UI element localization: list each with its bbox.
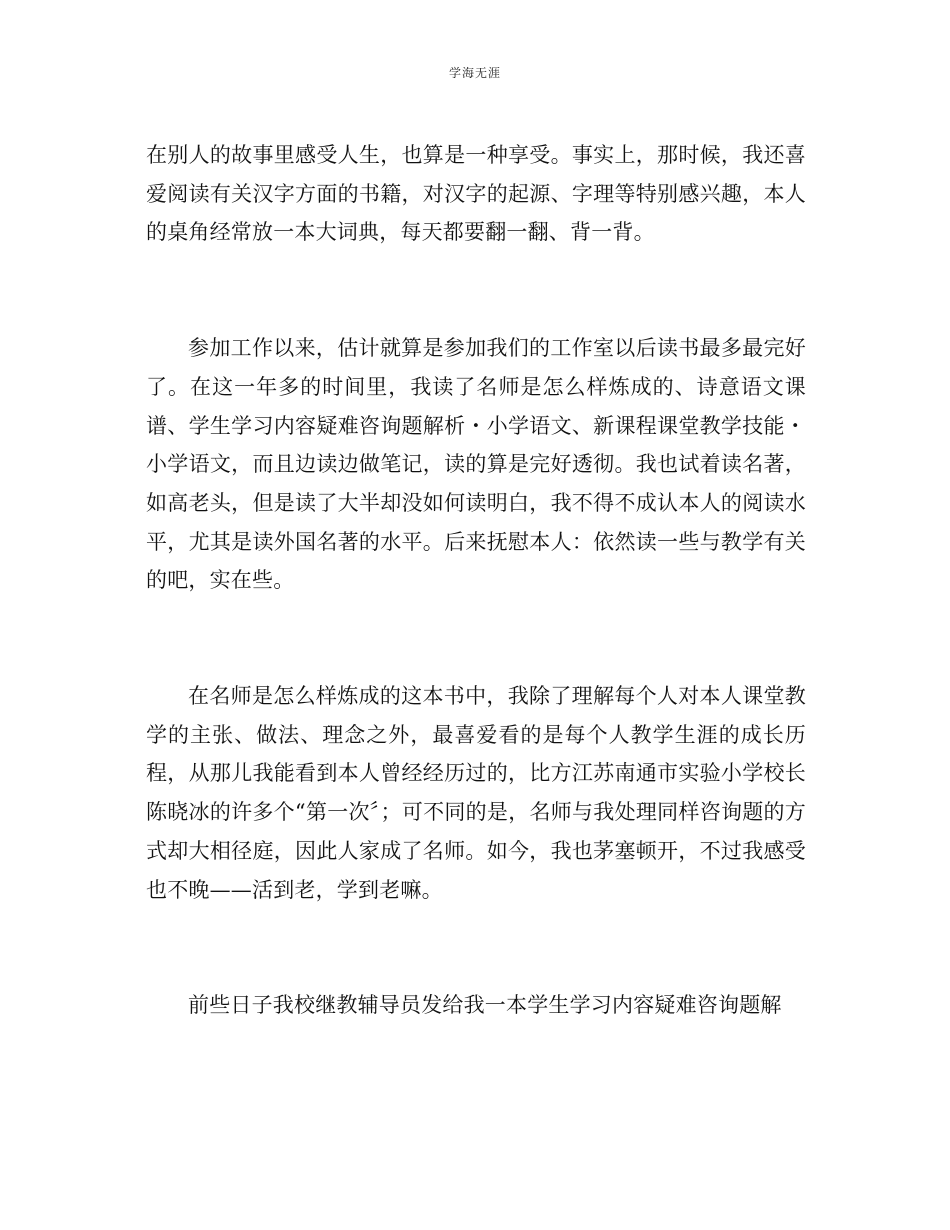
paragraph-gap (146, 909, 806, 986)
paragraph-recent-days: 前些日子我校继教辅导员发给我一本学生学习内容疑难咨询题解 (188, 993, 782, 1018)
paragraph-continuation: 在别人的故事里感受人生，也算是一种享受。事实上，那时候，我还喜爱阅读有关汉字方面的书籍，对汉字的起源、字理等特别感兴趣，本人的桌角经常放一本大词典，每天都要翻一翻、背一背。 (146, 143, 806, 245)
paragraph-famous-teachers-book: 在名师是怎么样炼成的这本书中，我除了理解每个人对本人课堂教学的主张、做法、理念之外，最喜爱看的是每个人教学生涯的成长历程，从那儿我能看到本人曾经经历过的，比方江苏南通市实验小学校长陈晓冰的许多个“第一次〞；可不同的是，名师与我处理同样咨询题的方式却大相径庭，因此人家成了名师。如今，我也茅塞顿开，不过我感受也不晚——活到老，学到老嘛。 (146, 684, 806, 902)
paragraph-reading-after-work: 参加工作以来，估计就算是参加我们的工作室以后读书最多最完好了。在这一年多的时间里，我读了名师是怎么样炼成的、诗意语文课谱、学生学习内容疑难咨询题解析・小学语文、新课程课堂教学技能・小学语文，而且边读边做笔记，读的算是完好透彻。我也试着读名著，如高老头，但是读了大半却没如何读明白，我不得不成认本人的阅读水平，尤其是读外国名著的水平。后来抚慰本人：依然读一些与教学有关的吧，实在些。 (146, 336, 806, 593)
page-header: 学海无涯 (448, 66, 501, 80)
paragraph-gap (146, 252, 806, 329)
document-body (146, 136, 806, 1025)
paragraph-gap (146, 600, 806, 677)
